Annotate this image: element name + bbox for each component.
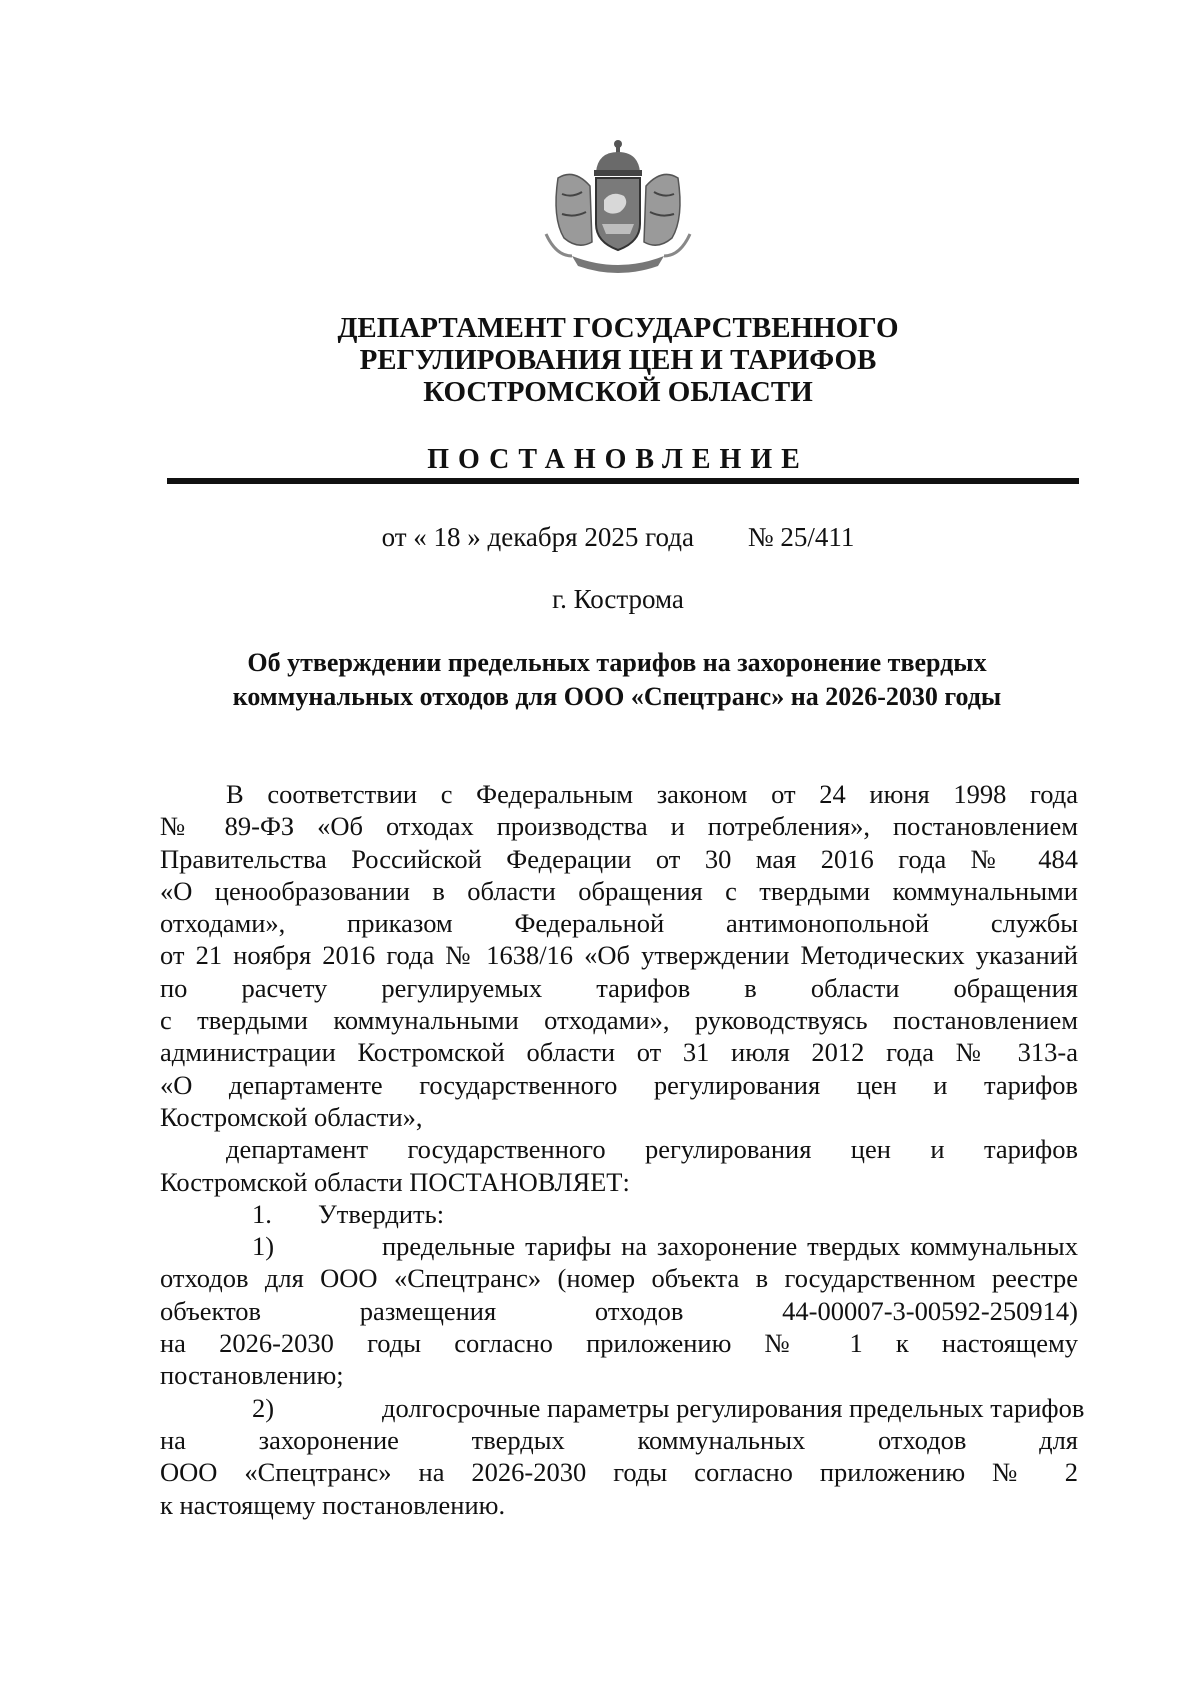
sub-item-2-text: долгосрочные параметры регулирования предельных тарифов xyxy=(382,1392,1085,1423)
date-number-line xyxy=(200,522,1036,553)
sub-item-2-line: на захоронение твердых коммунальных отходов для xyxy=(160,1424,1078,1455)
sub-item-2-line: к настоящему постановлению. xyxy=(160,1489,506,1520)
sub-item-1-first-line xyxy=(160,1230,1078,1262)
preamble-line: с твердыми коммунальными отходами», руководствуясь постановлением xyxy=(160,1005,1078,1036)
preamble-line: «О департаменте государственного регулирования цен и тарифов xyxy=(160,1069,1078,1100)
preamble-line: администрации Костромской области от 31 июля 2012 года № 313-а xyxy=(160,1037,1078,1068)
department-name xyxy=(200,312,1036,408)
preamble-line: отходами», приказом Федеральной антимонопольной службы xyxy=(160,908,1078,939)
document-body xyxy=(160,778,1085,1521)
coat-of-arms-emblem xyxy=(538,138,698,278)
sub-item-1-number: 1) xyxy=(252,1231,275,1262)
point-1-text: Утвердить: xyxy=(318,1198,445,1229)
point-1 xyxy=(160,1198,1078,1230)
resolve-line: департамент государственного регулирования цен и тарифов xyxy=(226,1134,1078,1165)
department-name-line: ДЕПАРТАМЕНТ ГОСУДАРСТВЕННОГО xyxy=(337,312,899,344)
sub-item-1-text: предельные тарифы на захоронение твердых коммунальных xyxy=(382,1231,1078,1262)
preamble-line: «О ценообразовании в области обращения с твердыми коммунальными xyxy=(160,875,1078,906)
point-1-number: 1. xyxy=(252,1198,272,1229)
document-date: от « 18 » декабря 2025 года xyxy=(381,522,694,552)
sub-item-1-line: объектов размещения отходов 44-00007-3-00592-250914) xyxy=(160,1295,1078,1326)
sub-item-1-line: на 2026-2030 годы согласно приложению № 1 к настоящему xyxy=(160,1328,1078,1359)
preamble-line: Костромской области», xyxy=(160,1101,423,1132)
subject-line: коммунальных отходов для ООО «Спецтранс» на 2026-2030 годы xyxy=(232,682,1002,711)
coat-of-arms-icon xyxy=(538,138,698,278)
sub-item-1-line: отходов для ООО «Спецтранс» (номер объекта в государственном реестре xyxy=(160,1263,1078,1294)
preamble-line: от 21 ноября 2016 года № 1638/16 «Об утверждении Методических указаний xyxy=(160,940,1078,971)
preamble-line: В соответствии с Федеральным законом от 24 июня 1998 года xyxy=(226,779,1078,809)
department-name-line: КОСТРОМСКОЙ ОБЛАСТИ xyxy=(423,376,813,408)
document-city: г. Кострома xyxy=(552,584,684,614)
department-name-line: РЕГУЛИРОВАНИЯ ЦЕН И ТАРИФОВ xyxy=(359,344,877,376)
sub-item-2-number: 2) xyxy=(252,1392,275,1423)
preamble-line: № 89-ФЗ «Об отходах производства и потребления», постановлением xyxy=(160,811,1078,842)
header-divider xyxy=(167,478,1079,484)
preamble-line: по расчету регулируемых тарифов в области обращения xyxy=(160,972,1078,1003)
resolve-line: Костромской области ПОСТАНОВЛЯЕТ: xyxy=(160,1166,630,1197)
preamble-line: Правительства Российской Федерации от 30 мая 2016 года № 484 xyxy=(160,843,1078,874)
subject-line: Об утверждении предельных тарифов на захоронение твердых xyxy=(247,648,987,677)
document-number: № 25/411 xyxy=(747,522,855,552)
document-subject xyxy=(150,646,1084,714)
document-type-title: ПОСТАНОВЛЕНИЕ xyxy=(427,444,809,475)
sub-item-2-first-line xyxy=(160,1392,1085,1424)
sub-item-1-line: постановлению; xyxy=(160,1360,344,1391)
sub-item-2-line: ООО «Спецтранс» на 2026-2030 годы согласно приложению № 2 xyxy=(160,1457,1078,1488)
